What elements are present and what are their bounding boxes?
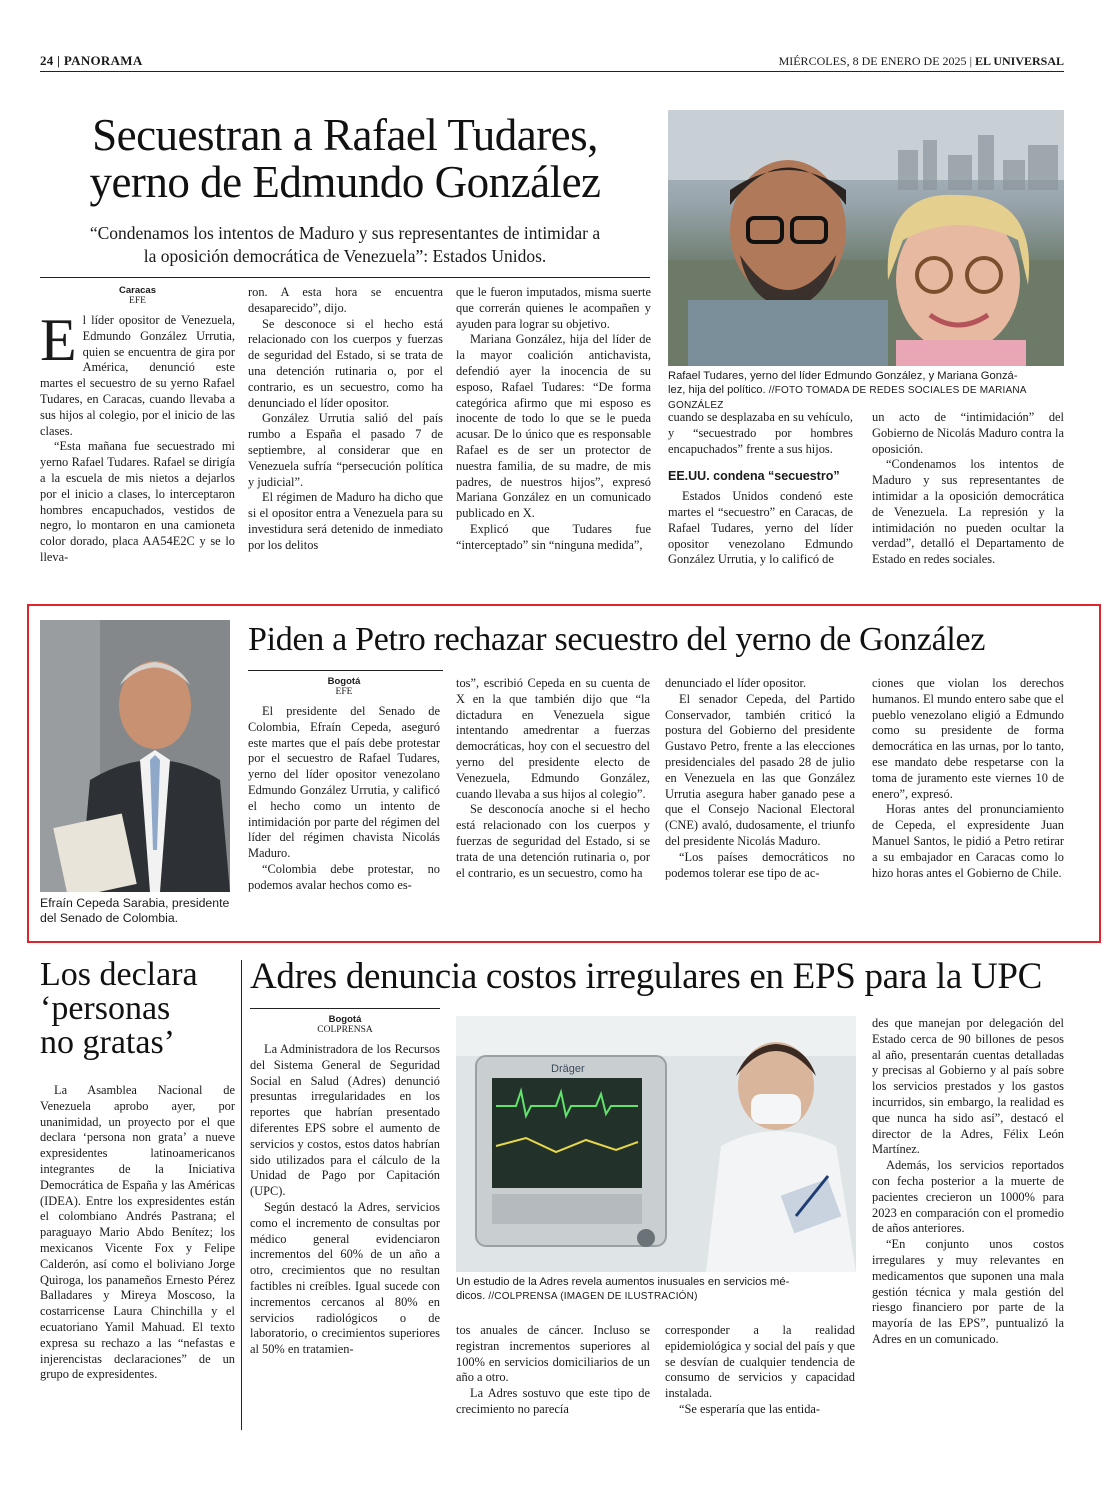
lead-paragraph: ron. A esta hora se encuentra desaparecido”, dijo. (248, 285, 443, 315)
adres-paragraph: Según destacó la Adres, servicios como el incremento de consultas por médico general evidenciaron incrementos del 60% de un año a otro, crecimientos que no resultan factibles ni creíbles. Igual sucede con incrementos cercanos al 80% en servicios radiológicos o de laboratorio, o crecimientos superiores al 50% en tratamien- (250, 1199, 440, 1357)
petro-paragraph: “Los países democráticos no podemos tolerar ese tipo de ac- (665, 849, 855, 880)
lead-paragraph: Estados Unidos condenó este martes el “secuestro” en Caracas, de Rafael Tudares, yerno del líder opositor venezolano Edmundo González Urrutia, y lo calificó de (668, 489, 853, 567)
adres-paragraph: La Administradora de los Recursos del Sistema General de Seguridad Social en Salud (Adres) denunció presuntas irregularidades en los reportes que habrían presentado diferentes EPS sobre el aumento de servicios y costos, estos datos habrían sido utilizados para el cálculo de la Unidad de Pago por Capitación (UPC). (250, 1042, 440, 1199)
adres-paragraph: “En conjunto unos costos irregulares y muy relevantes en medicamentos que suponen una mala gestión técnica y mala gestión del riesgo financiero por parte de la mayoría de las EPS”, puntualizó la Adres en un comunicado. (872, 1237, 1064, 1346)
adres-column-2 (456, 1323, 650, 1418)
adres-paragraph: “Se esperaría que las entida- (679, 1401, 821, 1416)
lead-byline-city: Caracas (119, 285, 156, 296)
lead-byline-agency: EFE (129, 296, 146, 306)
lead-paragraph: “Condenamos los intentos de Maduro y sus representantes de intimidar a la oposición democrática de Venezuela. La represión y la intimidación no pueden ocultar la verdad”, detalló el Departamento de Estado en redes sociales. (872, 457, 1064, 567)
adres-photo-caption: Un estudio de la Adres revela aumentos inusuales en servicios mé- dicos. //COLPRENSA (IMAGEN DE ILUSTRACIÓN) (456, 1276, 790, 1302)
lead-deck (40, 222, 650, 268)
section-label: 24 | PANORAMA (40, 53, 143, 68)
lead-column-1 (40, 285, 235, 566)
petro-byline-agency: EFE (335, 687, 353, 697)
lead-paragraph: Se desconoce si el hecho está relacionado con los cuerpos y fuerzas de seguridad del Estado, si se trata de una detención rutinaria o, por el contrario, es un secuestro, como ha denunciado el líder opositor. (248, 316, 443, 410)
lead-column-5 (872, 410, 1064, 568)
gratas-headline (40, 958, 235, 1060)
petro-paragraph: denunciado el líder opositor. (665, 676, 807, 690)
header-date-brand: MIÉRCOLES, 8 DE ENERO DE 2025 | EL UNIVERSAL (778, 54, 1064, 68)
lead-column-4 (668, 410, 853, 568)
adres-photo (456, 1016, 856, 1272)
lead-paragraph: El líder opositor de Venezuela, Edmundo González Urrutia, quien se encuentra de gira por América, denunció este martes el secuestro de su yerno Rafael Tudares, en Caracas, cuando llevaba a sus hijos al colegio, por el inicio de las clases. (40, 307, 235, 438)
petro-column-1 (248, 676, 440, 894)
adres-byline-city: Bogotá (328, 1014, 362, 1025)
lead-byline (40, 285, 235, 307)
gratas-headline-line3: no gratas’ (40, 1024, 176, 1061)
cepeda-photo (40, 620, 230, 892)
petro-paragraph: “Colombia debe protestar, no podemos avalar hechos como es- (248, 861, 440, 892)
lead-deck-line2: la oposición democrática de Venezuela”: Estados Unidos. (143, 245, 547, 266)
brand-name: EL UNIVERSAL (974, 54, 1064, 68)
adres-headline: Adres denuncia costos irregulares en EPS para la UPC (250, 956, 1043, 997)
lead-headline (40, 112, 650, 206)
petro-byline (248, 676, 440, 698)
issue-date: MIÉRCOLES, 8 DE ENERO DE 2025 (778, 54, 967, 68)
cepeda-caption: Efraín Cepeda Sarabia, presidente del Senado de Colombia. (40, 896, 230, 925)
monitor-brand: Dräger (551, 1063, 585, 1075)
petro-paragraph: tos”, escribió Cepeda en su cuenta de X en la que también dijo que “la dictadura en Venezuela sigue intentando amedrentar a fuerzas democráticas, hoy con el secuestro del yerno del presidente electo de Venezuela, Edmundo González, cuando llevaba a sus hijos al colegio”. (456, 676, 650, 801)
lead-column-2 (248, 285, 443, 554)
adres-paragraph: des que manejan por delegación del Estado cerca de 90 billones de pesos al año, presentarán cuentas detalladas y precisas al Gobierno y al país sobre los servicios prestados y los gastos incurridos, sin embargo, la realidad es que nunca ha sido así”, destacó el director de la Adres, Félix León Martínez. (872, 1016, 1064, 1157)
lead-deck-line1: “Condenamos los intentos de Maduro y sus representantes de intimidar a (89, 223, 601, 243)
petro-column-2 (456, 676, 650, 881)
adres-column-4 (872, 1016, 1064, 1348)
gratas-headline-line1: Los declara (40, 956, 198, 993)
lead-paragraph: un acto de “intimidación” del Gobierno de Nicolás Maduro contra la oposición. (872, 410, 1064, 456)
lead-headline-line1: Secuestran a Rafael Tudares, (92, 110, 598, 160)
couple-photo-illustration (668, 110, 1064, 366)
adres-column-3 (665, 1323, 855, 1418)
lead-paragraph: cuando se desplazaba en su vehículo, y “secuestrado por hombres encapuchados” frente a sus hijos. (668, 410, 853, 456)
adres-byline-agency: COLPRENSA (317, 1025, 373, 1035)
lead-paragraph: Explicó que Tudares fue “interceptado” sin “ninguna medida”, (456, 521, 651, 552)
lead-paragraph: El régimen de Maduro ha dicho que si el opositor entra a Venezuela para su investidura será detenido de inmediato por los delitos (248, 490, 443, 552)
adres-paragraph: corresponder a la realidad epidemiológica y social del país y que se desvían de cualquier tendencia de consumo de servicios y capacidad instalada. (665, 1323, 855, 1401)
lead-paragraph: “Esta mañana fue secuestrado mi yerno Rafael Tudares. Rafael se dirigía a la escuela de mis nietos a dejarlos por el inicio a clases, lo interceptaron hombres encapuchados, vestidos de negro, lo montaron en una camioneta color dorado, placa AA54E2C y se lo lleva- (40, 439, 235, 564)
adres-rule (250, 1008, 440, 1009)
petro-column-4 (872, 676, 1064, 881)
petro-paragraph: ciones que violan los derechos humanos. El mundo entero sabe que el pueblo venezolano eligió a Edmundo como su presidente de forma democrática en las urnas, por lo tanto, ese mandato debe respetarse con la toma de juramento este viernes 10 de enero”, expresó. (872, 676, 1064, 801)
lead-photo-caption: Rafael Tudares, yerno del líder Edmundo González, y Mariana Gonzá- lez, hija del político. //FOTO TOMADA DE REDES SOCIALES DE MARIANA GONZÁLEZ (668, 370, 1027, 411)
gratas-paragraph: La Asamblea Nacional de Venezuela aprobo ayer, por unanimidad, un proyecto por el que declara ‘persona non grata’ a nueve expresidentes latinoamericanos integrantes de la Iniciativa Democrática de España y las Américas (IDEA). Entre los expresidentes están el colombiano Andrés Pastrana; el paraguayo Mario Abdo Benítez; los mexicanos Vicente Fox y Felipe Calderón, así como el boliviano Jorge Quiroga, los panameños Ernesto Pérez Balladares y Mireya Moscoso, la costarricense Laura Chinchilla y el ecuatoriano Yamil Mahuad. El texto expresa su rechazo a las “nefastas e injerencistas declaraciones” de un grupo de expresidentes. (40, 1083, 235, 1382)
gratas-headline-line2: ‘personas (40, 990, 171, 1027)
adres-column-1 (250, 1014, 440, 1358)
petro-paragraph: El presidente del Senado de Colombia, Efraín Cepeda, aseguró este martes que el país debe protestar por el secuestro de Rafael Tudares, yerno del líder opositor venezolano Edmundo González Urrutia, y calificó el hecho como un intento de intimidación por parte del régimen del líder del régimen chavista Nicolás Maduro. (248, 704, 440, 861)
lead-paragraph: que le fueron imputados, misma suerte que correrán quienes le acompañen y ayuden para lograr su objetivo. (456, 285, 651, 331)
adres-paragraph: Además, los servicios reportados con fecha posterior a la muerte de pacientes crecieron un 1000% para 2023 en comparación con el promedio de años anteriores. (872, 1158, 1064, 1236)
photo-credit: //FOTO TOMADA DE REDES SOCIALES DE MARIANA GONZÁLEZ (668, 385, 1027, 411)
photo-credit: //COLPRENSA (IMAGEN DE ILUSTRACIÓN) (488, 1291, 698, 1302)
medical-monitor-illustration (456, 1016, 856, 1272)
petro-rule (248, 670, 443, 671)
petro-byline-city: Bogotá (327, 676, 361, 687)
petro-paragraph: Horas antes del pronunciamiento de Cepeda, el expresidente Juan Manuel Santos, le pidió a Petro retirar a su embajador en Caracas como lo hizo horas antes el Gobierno de Chile. (872, 802, 1064, 880)
gratas-column (40, 1083, 235, 1383)
lead-rule (40, 277, 650, 278)
lead-headline-line2: yerno de Edmundo González (89, 156, 601, 207)
dropcap: E (40, 307, 77, 373)
petro-headline: Piden a Petro rechazar secuestro del yerno de González (248, 621, 986, 658)
lead-paragraph: Mariana González, hija del líder de la mayor coalición antichavista, defendió ayer la inocencia de su esposo, Rafael Tudares: “De forma categórica afirmo que mi esposo es inocente de todo lo que se le pueda acusar. De lo único que es responsable Rafael es de ser un protector de nuestra familia, de su madre, de mis padres, de nuestros hijos”, expresó Mariana González en un comunicado publicado en X. (456, 332, 651, 521)
adres-byline (250, 1014, 440, 1036)
lead-paragraph: González Urrutia salió del país rumbo a España el pasado 7 de septiembre, al considerar que en Venezuela sufría “persecución política y judicial”. (248, 411, 443, 489)
petro-paragraph: Se desconocía anoche si el hecho está relacionado con los cuerpos y fuerzas de seguridad del Estado, si se trata de una detención rutinaria o, por el contrario, es un secuestro, como ha (456, 802, 650, 880)
lead-photo (668, 110, 1064, 366)
petro-paragraph: El senador Cepeda, del Partido Conservador, también criticó la postura del Gobierno del presidente Gustavo Petro, frente a las elecciones presidenciales del pasado 28 de julio en Venezuela en las que González Urrutia asegura haber ganado pese a que el Consejo Nacional Electoral (CNE) avaló, dudosamente, el triunfo del presidente Nicolás Maduro. (665, 691, 855, 848)
lead-subhead: EE.UU. condena “secuestro” (668, 469, 840, 484)
petro-column-3 (665, 676, 855, 881)
cepeda-photo-illustration (40, 620, 230, 892)
adres-paragraph: tos anuales de cáncer. Incluso se registran incrementos superiores al 100% en servicios domiciliarios de un año a otro. (456, 1323, 650, 1385)
adres-paragraph: La Adres sostuvo que este tipo de crecimiento no parecía (456, 1386, 650, 1416)
lead-column-3 (456, 285, 651, 554)
page-header (40, 52, 1064, 72)
column-divider (241, 960, 242, 1430)
